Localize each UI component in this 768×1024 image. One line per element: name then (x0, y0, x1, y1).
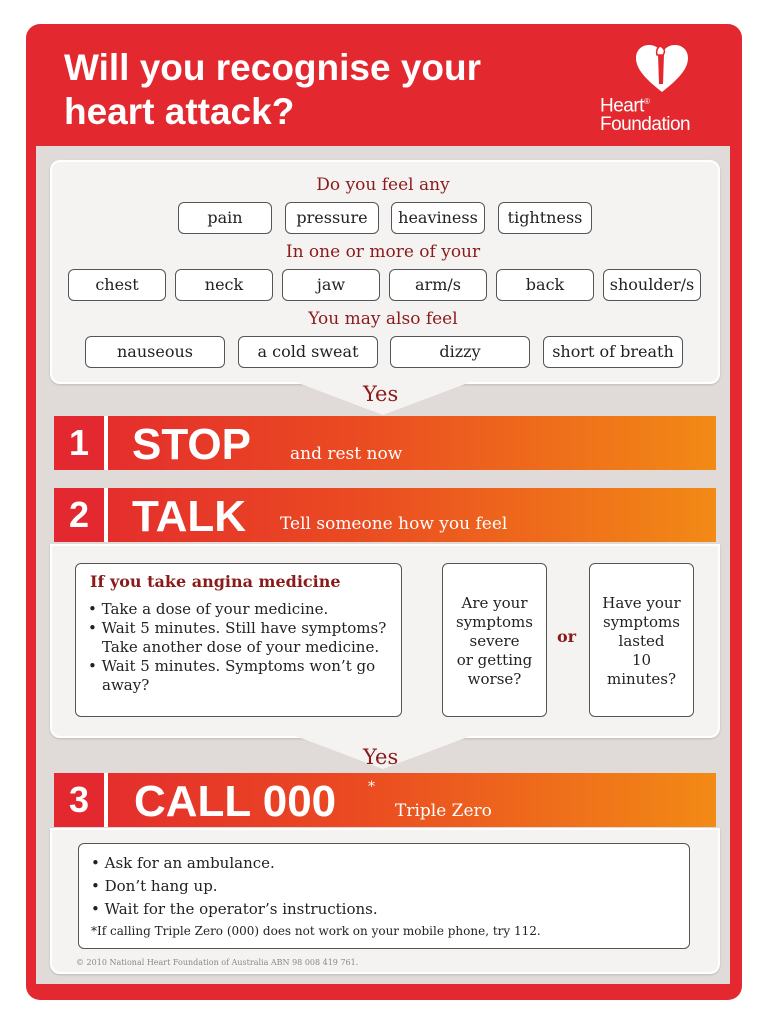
question-one-or-more: In one or more of your (285, 242, 481, 262)
extra-dizzy: dizzy (390, 336, 530, 368)
area-jaw: jaw (282, 269, 380, 301)
mobile-footnote: *If calling Triple Zero (000) does not work on your mobile phone, try 112. (91, 924, 541, 938)
area-arms: arm/s (389, 269, 487, 301)
extra-short-of-breath: short of breath (543, 336, 683, 368)
symptom-pressure: pressure (285, 202, 379, 234)
angina-title: If you take angina medicine (90, 572, 341, 591)
symptom-heaviness: heaviness (391, 202, 485, 234)
step-2-title: TALK (132, 492, 247, 541)
step-2-number: 2 (54, 488, 108, 542)
logo-line-1: Heart® (600, 95, 650, 117)
call-item: • Ask for an ambulance. (91, 852, 671, 875)
logo-line-2: Foundation (600, 114, 691, 136)
question-feel-any: Do you feel any (316, 175, 450, 195)
title-line-2: heart attack? (64, 91, 295, 132)
extra-cold-sweat: a cold sweat (238, 336, 378, 368)
question-also-feel: You may also feel (308, 309, 458, 329)
area-neck: neck (175, 269, 273, 301)
call-item: • Wait for the operator’s instructions. (91, 898, 671, 921)
heart-foundation-logo (596, 44, 716, 134)
step-2-subtitle: Tell someone how you feel (280, 514, 508, 534)
question-box-lasted (589, 563, 694, 717)
question-lasted-text: Have your symptoms lasted 10 minutes? (602, 594, 681, 688)
question-severe-text: Are your symptoms severe or getting worse? (456, 594, 533, 688)
step-1-title: STOP (132, 420, 252, 469)
angina-item: • Take a dose of your medicine. (88, 600, 393, 619)
area-chest: chest (68, 269, 166, 301)
heart-logo-icon (634, 44, 690, 94)
step-3-asterisk: * (368, 779, 375, 795)
yes-label-1: Yes (363, 382, 399, 406)
area-back: back (496, 269, 594, 301)
call-item: • Don’t hang up. (91, 875, 671, 898)
angina-list (88, 600, 393, 695)
page-title (64, 46, 564, 134)
step-3-subtitle: Triple Zero (395, 801, 492, 821)
step-3-title: CALL 000 (134, 777, 337, 826)
call-list (91, 852, 671, 921)
call-instructions-box (78, 843, 690, 949)
logo-text (600, 92, 690, 134)
step-1-bar (54, 416, 716, 470)
step-3-bar (54, 773, 716, 827)
step-2-bar (54, 488, 716, 542)
step-1-subtitle: and rest now (290, 444, 403, 464)
step-1-number: 1 (54, 416, 108, 470)
copyright-text: © 2010 National Heart Foundation of Australia ABN 98 008 419 761. (76, 958, 359, 967)
step-3-number: 3 (54, 773, 108, 827)
or-label: or (557, 627, 577, 646)
angina-item: • Wait 5 minutes. Symptoms won’t go away? (88, 657, 393, 695)
question-box-severe (442, 563, 547, 717)
angina-box (75, 563, 402, 717)
symptom-pain: pain (178, 202, 272, 234)
extra-nauseous: nauseous (85, 336, 225, 368)
area-shoulders: shoulder/s (603, 269, 701, 301)
title-line-1: Will you recognise your (64, 47, 482, 88)
yes-label-2: Yes (363, 745, 399, 769)
symptom-tightness: tightness (498, 202, 592, 234)
angina-item: • Wait 5 minutes. Still have symptoms? Take another dose of your medicine. (88, 619, 393, 657)
